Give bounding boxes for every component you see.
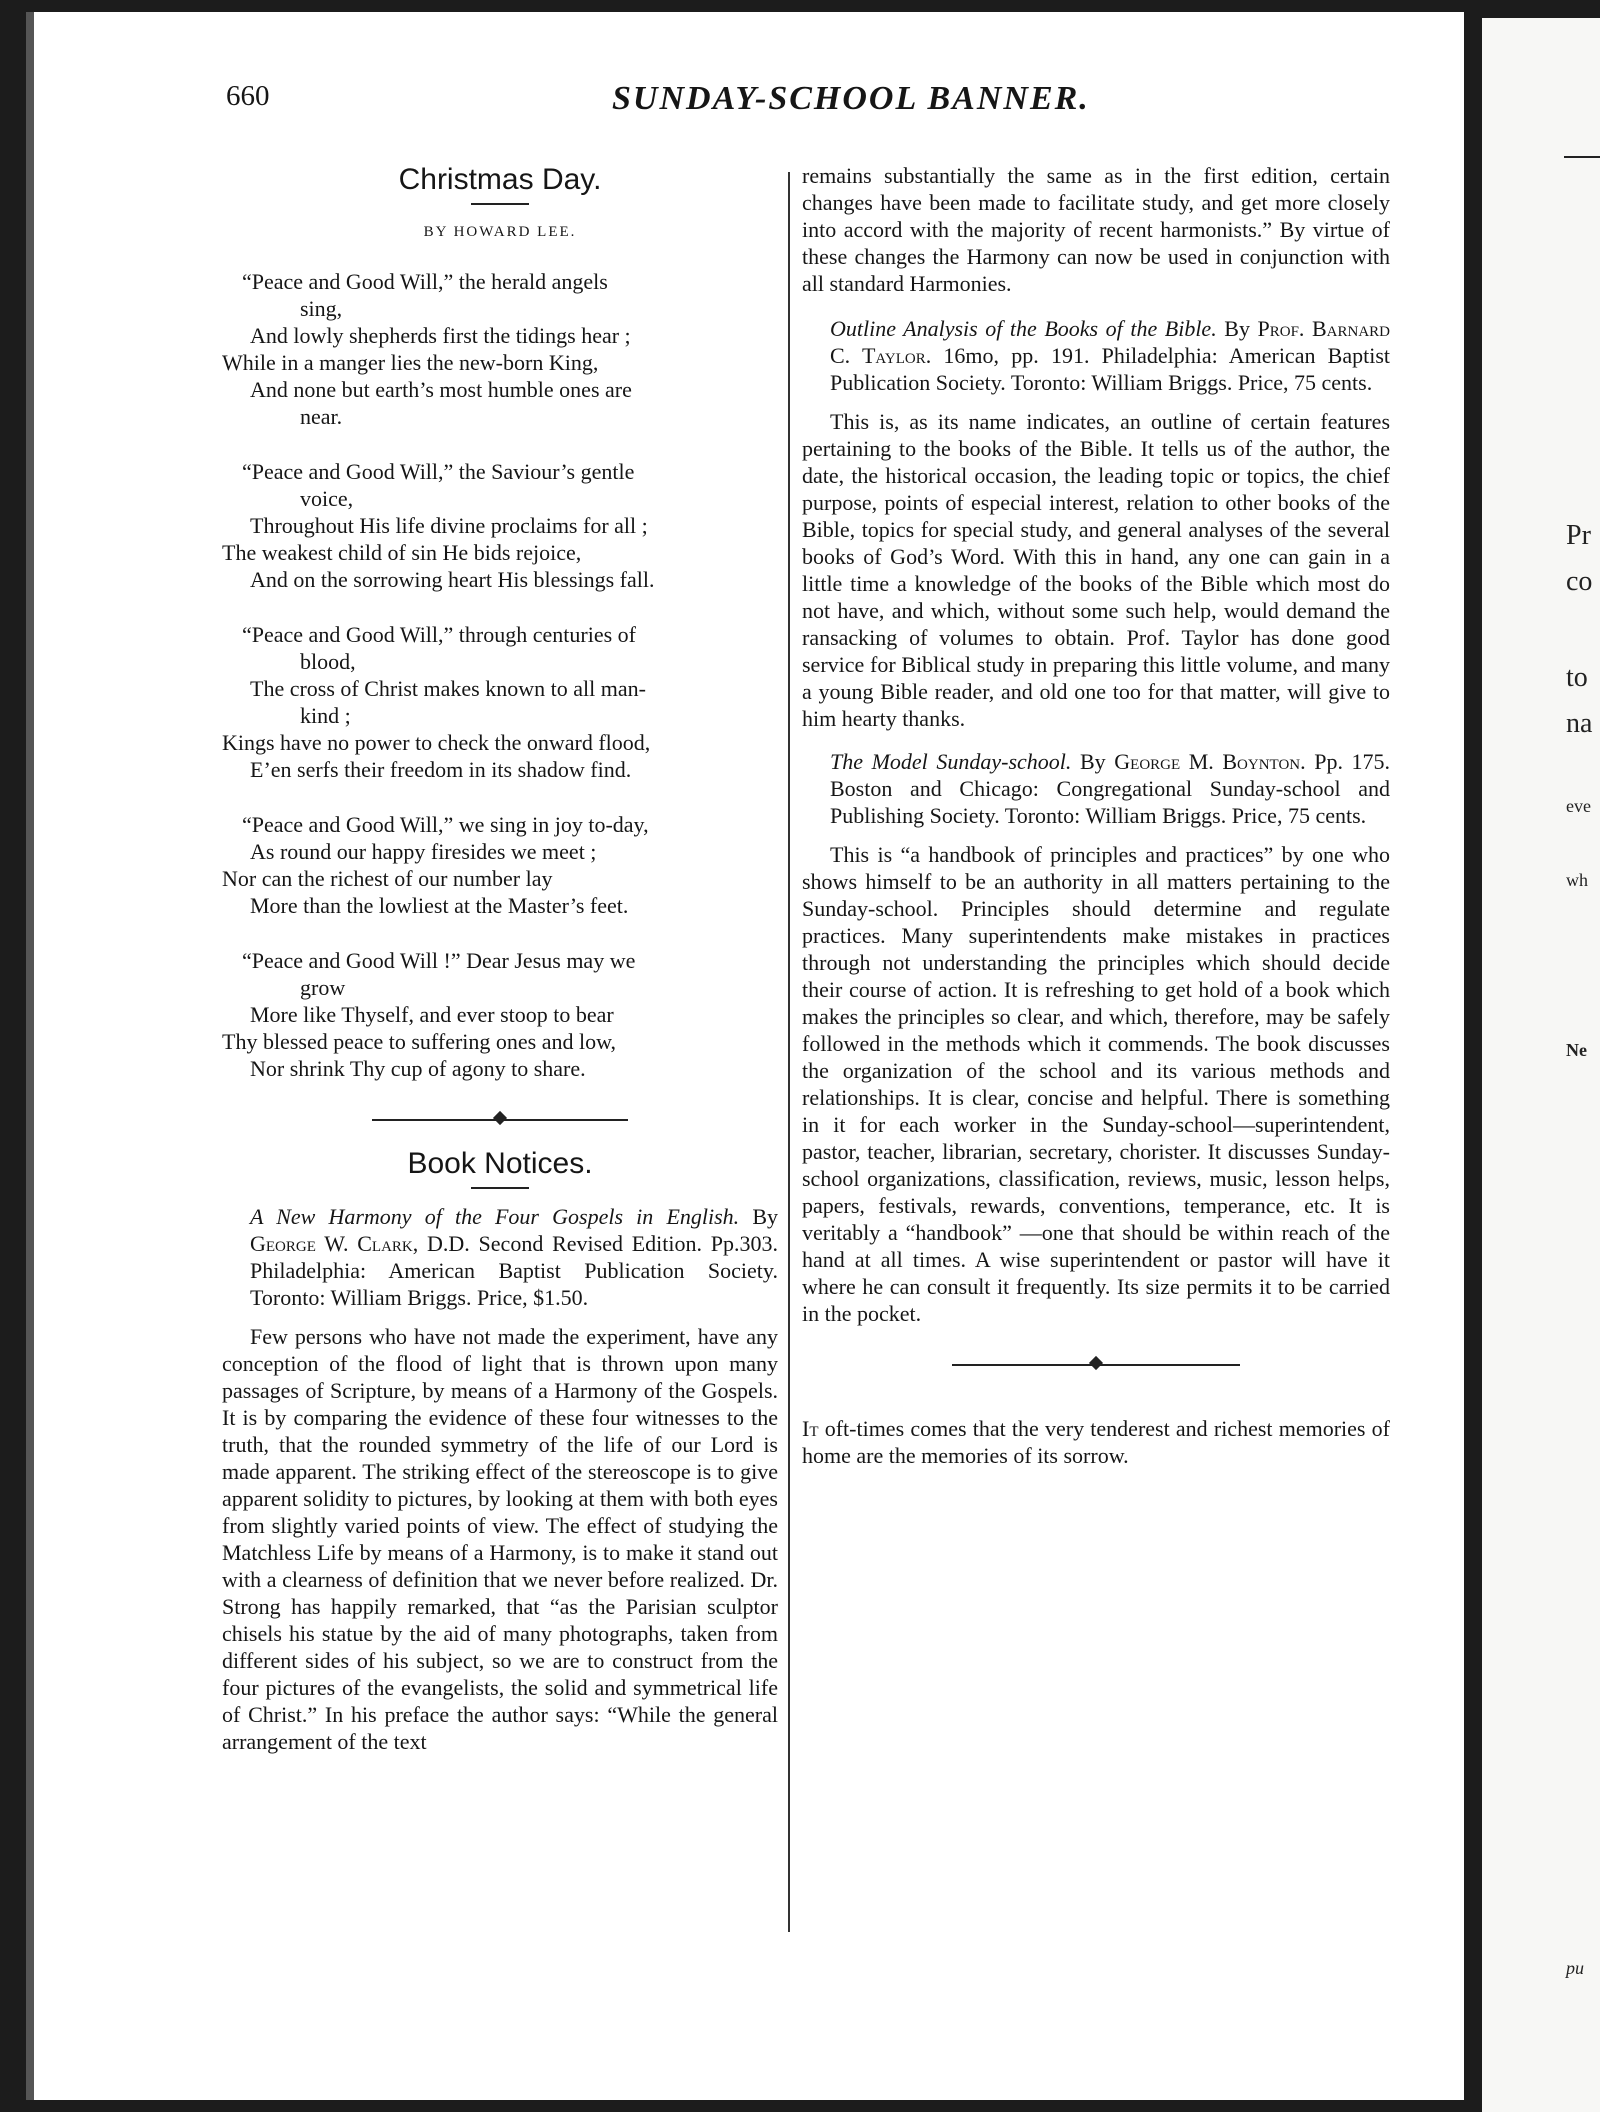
adjacent-page (1482, 18, 1600, 2112)
book-notices-title: Book Notices. (407, 1147, 593, 1180)
verse-line: The weakest child of sin He bids rejoice, (222, 540, 582, 565)
adjacent-fragment: na (1566, 708, 1593, 739)
verse-line: sing, (300, 296, 343, 321)
notice-body: This is “a handbook of principles and practices” by one who shows himself to be an authority in all matters pertaining to the Sunday-school. Principles should determine and regulate practices. Many superintendents make mistakes in practices through not understanding the principles which should decide their course of action. It is refreshing to get hold of a book which makes the principles so clear, and which, therefore, may be safely followed in the methods which it commends. The book discusses the organization of the school and its various methods and relationships. It is clear, concise and helpful. There is something in it for each worker in the Sunday-school—superintendent, pastor, teacher, librarian, secretary, chorister. It discusses Sunday-school organizations, classification, reviews, music, lesson helps, papers, festivals, rewards, conventions, temperance, etc. It is veritably a “handbook” —one that should be within reach of the hand at all times. A wise superintendent or pastor will have it where he can consult it frequently. Its size permits it to be carried in the pocket. (802, 842, 1390, 1326)
ornament-diamond (1089, 1356, 1103, 1370)
verse-line: “Peace and Good Will,” the Saviour’s gentle (242, 459, 635, 484)
filler-lead: It (802, 1416, 819, 1441)
verse-line: E’en serfs their freedom in its shadow find. (250, 757, 632, 782)
notice-author: George M. Boynton (1114, 749, 1301, 774)
adjacent-fragment: eve (1566, 796, 1591, 816)
notice-body-continued: remains substantially the same as in the first edition, certain changes have been made to facilitate study, and get more closely into accord with the majority of recent harmonists.” By virtue of these changes the Harmony can now be used in conjunction with all standard Harmonies. (802, 163, 1390, 296)
notice-body: This is, as its name indicates, an outline of certain features pertaining to the books of the Bible. It tells us of the author, the date, the historical occasion, the leading topic or topics, the chief purpose, points of especial interest, relation to other books of the Bible, topics for special study, and general analyses of the several books of God’s Word. With this in hand, any one can gain in a little time a knowledge of the books of the Bible which most do not have, and which, without some such help, would demand the ransacking of volumes to obtain. Prof. Taylor has done good service for Biblical study in preparing this little volume, and many a young Bible reader, and old one too for that matter, will give to him hearty thanks. (802, 409, 1390, 731)
poem-stanza (222, 621, 778, 783)
left-column (222, 162, 778, 1771)
filler-paragraph (802, 1415, 1390, 1469)
verse-line: Nor can the richest of our number lay (222, 866, 553, 891)
poem-byline: BY HOWARD LEE. (423, 224, 577, 240)
poem-stanza (222, 458, 778, 593)
adjacent-fragment: wh (1566, 870, 1588, 890)
adjacent-fragment: to (1566, 662, 1588, 693)
verse-line: “Peace and Good Will,” the herald angels (242, 269, 608, 294)
verse-line: More like Thyself, and ever stoop to bear (250, 1002, 614, 1027)
notice-author: George W. Clark (250, 1231, 413, 1256)
ornamental-rule (802, 1355, 1390, 1375)
verse-line: And lowly shepherds first the tidings hear ; (250, 323, 631, 348)
notice-details: . 16mo, pp. 191. Philadelphia: American Baptist Publication Society. Toronto: William Briggs. Price, 75 cents. (830, 343, 1390, 395)
verse-line: Throughout His life divine proclaims for all ; (250, 513, 648, 538)
notice-author: Prof. Barnard C. Taylor (830, 316, 1390, 368)
adjacent-fragment: Pr (1566, 520, 1591, 551)
page-header (226, 80, 1426, 130)
title-rule (471, 1187, 529, 1189)
verse-line: grow (300, 975, 346, 1000)
right-column (802, 162, 1390, 1487)
title-rule (471, 203, 529, 205)
notice-details: , D.D. Second Revised Edition. Pp.303. Philadelphia: American Baptist Publication Society. Toronto: William Briggs. Price, $1.50. (250, 1231, 778, 1310)
verse-line: As round our happy firesides we meet ; (250, 839, 597, 864)
verse-line: More than the lowliest at the Master’s feet. (250, 893, 629, 918)
adjacent-fragment: Ne (1566, 1040, 1587, 1060)
page-number: 660 (226, 80, 270, 112)
verse-line: Nor shrink Thy cup of agony to share. (250, 1056, 586, 1081)
poem-title: Christmas Day. (398, 163, 602, 196)
notice-heading (222, 1203, 778, 1311)
verse-line: And on the sorrowing heart His blessings fall. (250, 567, 655, 592)
notice-heading (802, 748, 1390, 829)
filler-text: oft-times comes that the very tenderest and richest memories of home are the memories of its sorrow. (802, 1416, 1390, 1468)
verse-line: “Peace and Good Will,” we sing in joy to-day, (242, 812, 649, 837)
verse-line: Kings have no power to check the onward flood, (222, 730, 651, 755)
verse-line: The cross of Christ makes known to all man- (250, 676, 646, 701)
adjacent-fragment: co (1566, 566, 1593, 597)
adjacent-rule (1564, 156, 1600, 158)
page-spine (26, 12, 34, 2100)
notice-book-title: A New Harmony of the Four Gospels in English. (250, 1204, 740, 1229)
ornament-diamond (493, 1111, 507, 1125)
verse-line: voice, (300, 486, 354, 511)
adjacent-fragment: pu (1566, 1958, 1584, 1978)
verse-line: near. (300, 404, 343, 429)
verse-line: “Peace and Good Will,” through centuries of (242, 622, 636, 647)
verse-line: And none but earth’s most humble ones are (250, 377, 632, 402)
notice-body: Few persons who have not made the experiment, have any conception of the flood of light that is thrown upon many passages of Scripture, by means of a Harmony of the Gospels. It is by comparing the evidence of these four witnesses to the truth, that the rounded symmetry of the life of our Lord is made apparent. The striking effect of the stereoscope is to give apparent solidity to pictures, by looking at them with both eyes from slightly varied points of view. The effect of studying the Matchless Life by means of a Harmony, is to make it stand out with a clearness of definition that we never before realized. Dr. Strong has happily remarked, that “as the Parisian sculptor chisels his statue by the aid of many photographs, taken from different sides of his subject, so we are to construct from the four pictures of the evangelists, the solid and symmetrical life of Christ.” In his preface the author says: “While the general arrangement of the text (222, 1324, 778, 1754)
notice-book-title: Outline Analysis of the Books of the Bible. (830, 316, 1217, 341)
column-rule (788, 172, 790, 1932)
notice-book-title: The Model Sunday-school. (830, 749, 1072, 774)
notice-by: By (1080, 749, 1106, 774)
poem-stanza (222, 947, 778, 1082)
ornamental-rule (222, 1110, 778, 1130)
verse-line: While in a manger lies the new-born King, (222, 350, 599, 375)
verse-line: “Peace and Good Will !” Dear Jesus may we (242, 948, 636, 973)
notice-by: By (1224, 316, 1250, 341)
book-page (26, 12, 1464, 2100)
running-title: SUNDAY-SCHOOL BANNER. (612, 80, 1090, 117)
notice-by: By (752, 1204, 779, 1229)
notice-heading (802, 315, 1390, 396)
poem-stanza (222, 268, 778, 430)
notice-details: . Pp. 175. Boston and Chicago: Congregational Sunday-school and Publishing Society. Toronto: William Briggs. Price, 75 cents. (830, 749, 1391, 828)
verse-line: Thy blessed peace to suffering ones and low, (222, 1029, 617, 1054)
verse-line: kind ; (300, 703, 351, 728)
poem-stanza (222, 811, 778, 919)
verse-line: blood, (300, 649, 356, 674)
